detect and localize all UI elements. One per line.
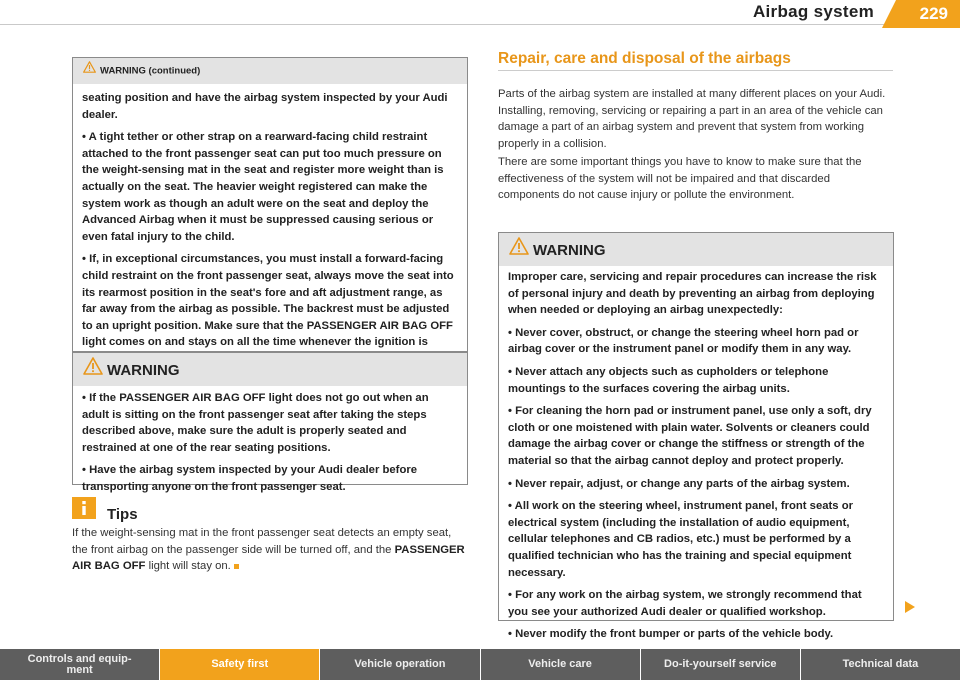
warning-triangle-icon — [83, 58, 96, 84]
body-paragraph: Parts of the airbag system are installed at many different places on your Audi. Installing, removing, servicing or repairing a part in an area of the vehicle can damage a part of an airbag system and prevent that system from working properly in a collision. — [498, 88, 886, 150]
warning-title: WARNING — [107, 362, 180, 379]
warning-triangle-icon — [83, 353, 103, 389]
nav-tab-operation[interactable] — [320, 649, 479, 680]
nav-tab-label: Safety first — [211, 658, 269, 670]
warning-paragraph: • Never attach any objects such as cupholders or telephone mountings to the surfaces covering the airbag units. — [508, 365, 829, 395]
warning-paragraph: seating position and have the airbag system inspected by your Audi dealer. — [82, 92, 448, 121]
warning-paragraph: • For cleaning the horn pad or instrument panel, use only a soft, dry cloth or one moistened with plain water. Solvents or cleaners could damage the airbag cover or change the stiffness or strength of the material so that the airbag cannot deploy and protect properly. — [508, 405, 872, 467]
nav-tab-diy[interactable] — [641, 649, 800, 680]
tips-text — [72, 525, 467, 575]
warning-paragraph: • Never modify the front bumper or parts of the vehicle body. — [508, 628, 834, 641]
tips-title: Tips — [107, 506, 138, 523]
page-number: 229 — [919, 4, 948, 23]
warning-continued-body — [73, 90, 467, 380]
warning-header — [73, 353, 467, 386]
warning-paragraph: • Never cover, obstruct, or change the steering wheel horn pad or airbag cover or the instrument panel or modify them in any way. — [508, 326, 859, 356]
page-title: Airbag system — [752, 2, 874, 21]
warning-box-right — [498, 232, 894, 641]
end-of-section-marker — [234, 564, 239, 569]
nav-tab-technical[interactable] — [801, 649, 960, 680]
info-icon — [72, 497, 96, 519]
warning-paragraph: • Have the airbag system inspected by your Audi dealer before transporting anyone on the front passenger seat. — [82, 464, 418, 493]
warning-paragraph: Improper care, servicing and repair procedures can increase the risk of personal injury and death by preventing an airbag from deploying when needed or deploying an airbag unexpectedly: — [508, 271, 877, 317]
section-title-rule — [498, 70, 893, 71]
header-rule — [0, 24, 930, 25]
tips-text-part: If the weight-sensing mat in the front passenger seat detects an empty seat, the front airbag on the passenger side will be turned off, and the — [72, 527, 452, 556]
warning-body — [73, 390, 467, 508]
warning-title: WARNING — [533, 242, 606, 259]
nav-tab-label: Vehicle care — [528, 658, 592, 670]
nav-tab-label: Vehicle operation — [354, 658, 446, 670]
warning-continued-title: WARNING (continued) — [100, 65, 201, 77]
nav-tab-controls[interactable] — [0, 649, 159, 680]
chapter-nav — [0, 649, 960, 680]
warning-triangle-icon — [509, 233, 529, 269]
nav-tab-label: Do-it-yourself service — [664, 658, 777, 670]
warning-paragraph: • If, in exceptional circumstances, you must install a forward-facing child restraint on the front passenger seat, always move the seat into its rearmost position in the seat's fore and aft adjustment range, as far away from the airbag as possible. The backrest must be adjusted to an upright position. Make sure that the PASSENGER AIR BAG OFF light comes on and stays on all the time whenever the ignition is — [82, 253, 454, 349]
nav-tab-safety[interactable] — [160, 649, 319, 680]
warning-paragraph: • A tight tether or other strap on a rearward-facing child restraint attached to the front passenger seat can put too much pressure on the weight-sensing mat in the seat and register more weight than is actually on the seat. The heavier weight registered can make the system work as though an adult were on the seat and deploy the Advanced Airbag when it must be suppressed causing serious or even fatal injury to the child. — [82, 131, 444, 243]
nav-tab-label: Technical data — [842, 658, 919, 670]
warning-paragraph: • For any work on the airbag system, we strongly recommend that you see your authorized Audi dealer or qualified workshop. — [508, 589, 862, 618]
warning-continued-box — [72, 57, 468, 352]
continue-arrow-icon — [904, 600, 916, 619]
nav-tab-label: Controls and equip- ment — [27, 652, 132, 676]
section-title: Repair, care and disposal of the airbags — [498, 50, 791, 67]
tips-text-part: light will stay on. — [145, 560, 231, 573]
warning-paragraph: • All work on the steering wheel, instrument panel, front seats or electrical system (including the installation of audio equipment, cellular telephones and CB radios, etc.) must be performed by a qualified technician who has the training and special equipment necessary. — [508, 500, 854, 579]
warning-body — [499, 269, 893, 655]
warning-paragraph: • Never repair, adjust, or change any parts of the airbag system. — [508, 477, 850, 490]
nav-tab-care[interactable] — [481, 649, 640, 680]
warning-paragraph: • If the PASSENGER AIR BAG OFF light does not go out when an adult is sitting on the front passenger seat after taking the steps described above, make sure the adult is properly seated and restrained at one of the rear seating positions. — [82, 392, 429, 454]
body-paragraph: There are some important things you have to know to make sure that the effectiveness of the system will not be impaired and that discarded components do not cause injury or pollute the environment. — [498, 156, 862, 202]
tips-text-bold: PASSENGER AIR BAG OFF — [72, 543, 465, 573]
warning-box-left — [72, 352, 468, 493]
warning-continued-header — [73, 58, 467, 84]
warning-header — [499, 233, 893, 266]
